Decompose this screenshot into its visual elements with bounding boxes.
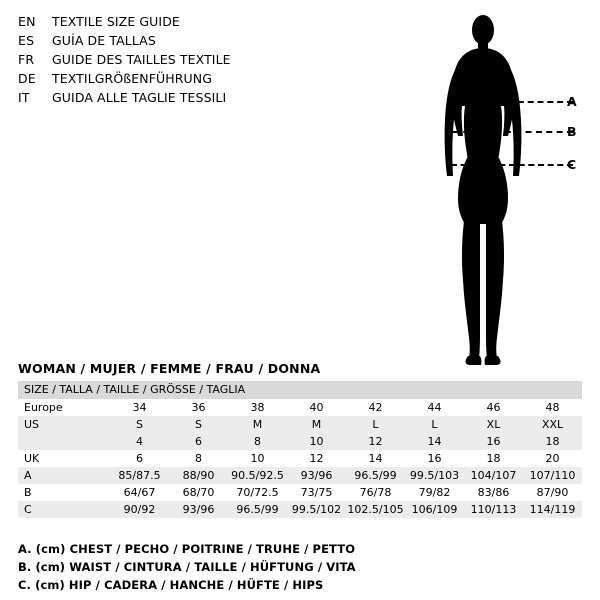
language-code: IT [18,90,30,105]
table-row [18,484,582,501]
table-cell: 104/107 [464,467,523,484]
table-cell: 40 [287,399,346,416]
table-cell: 70/72.5 [228,484,287,501]
table-cell: 20 [523,450,582,467]
table-row [18,399,582,416]
language-code: ES [18,33,35,48]
table-cell: 107/110 [523,467,582,484]
table-cell: 48 [523,399,582,416]
table-cell: 93/96 [287,467,346,484]
row-label: C [18,501,110,518]
table-cell: L [346,416,405,433]
row-label: B [18,484,110,501]
row-label: US [18,416,110,433]
table-cell: 46 [464,399,523,416]
table-cell: 16 [405,450,464,467]
table-cell: 18 [523,433,582,450]
table-cell: 12 [287,450,346,467]
table-cell: 10 [287,433,346,450]
table-cell: 16 [464,433,523,450]
measure-line-chest [449,101,573,103]
table-cell: 10 [228,450,287,467]
table-cell: 42 [346,399,405,416]
measure-line-hip [451,164,573,166]
note-hip: C. (cm) HIP / CADERA / HANCHE / HÜFTE / HIPS [18,578,324,592]
size-table-wrapper [18,381,582,518]
table-header-row [18,381,582,399]
female-silhouette-icon [425,8,590,368]
measure-line-waist [453,131,573,133]
table-cell: 73/75 [287,484,346,501]
size-table [18,381,582,518]
section-title: WOMAN / MUJER / FEMME / FRAU / DONNA [18,361,321,376]
table-cell: S [169,416,228,433]
table-cell: 6 [169,433,228,450]
table-cell: 4 [110,433,169,450]
measure-label-b: B [567,124,577,139]
table-cell: 36 [169,399,228,416]
table-cell: 99.5/102 [287,501,346,518]
table-cell: 88/90 [169,467,228,484]
language-row [18,90,318,109]
table-row [18,416,582,433]
table-cell: 6 [110,450,169,467]
table-header-label: SIZE / TALLA / TAILLE / GRÖSSE / TAGLIA [18,381,582,399]
table-cell: 14 [405,433,464,450]
row-label: A [18,467,110,484]
table-cell: 90.5/92.5 [228,467,287,484]
table-cell: 68/70 [169,484,228,501]
row-label [18,433,110,450]
language-code: EN [18,14,36,29]
table-cell: 44 [405,399,464,416]
note-waist: B. (cm) WAIST / CINTURA / TAILLE / HÜFTUNG / VITA [18,560,356,574]
table-cell: 38 [228,399,287,416]
language-row [18,14,318,33]
table-cell: 85/87.5 [110,467,169,484]
table-cell: S [110,416,169,433]
measure-label-c: C [567,157,577,172]
table-cell: XXL [523,416,582,433]
table-row [18,501,582,518]
body-measurement-figure [425,8,590,368]
language-title-list [18,14,318,109]
language-title: TEXTILE SIZE GUIDE [52,14,180,29]
table-cell: 106/109 [405,501,464,518]
language-title: GUIDE DES TAILLES TEXTILE [52,52,231,67]
table-cell: 18 [464,450,523,467]
language-title: GUÍA DE TALLAS [52,33,156,48]
table-cell: 83/86 [464,484,523,501]
table-cell: L [405,416,464,433]
table-cell: 96.5/99 [228,501,287,518]
table-cell: 14 [346,450,405,467]
measure-label-a: A [567,94,577,109]
table-cell: 96.5/99 [346,467,405,484]
language-row [18,71,318,90]
table-cell: 87/90 [523,484,582,501]
table-cell: 64/67 [110,484,169,501]
language-row [18,52,318,71]
language-code: FR [18,52,35,67]
table-cell: 8 [228,433,287,450]
table-cell: 99.5/103 [405,467,464,484]
row-label: Europe [18,399,110,416]
table-cell: 114/119 [523,501,582,518]
table-row [18,433,582,450]
table-cell: 102.5/105 [347,503,404,516]
table-row [18,467,582,484]
language-title: GUIDA ALLE TAGLIE TESSILI [52,90,227,105]
table-row [18,450,582,467]
measurement-notes [18,540,578,594]
language-row [18,33,318,52]
table-cell: 79/82 [405,484,464,501]
note-chest: A. (cm) CHEST / PECHO / POITRINE / TRUHE / PETTO [18,542,356,556]
language-code: DE [18,71,36,86]
table-cell: 34 [110,399,169,416]
table-cell: 93/96 [169,501,228,518]
table-cell: M [287,416,346,433]
table-cell: M [228,416,287,433]
table-cell: 90/92 [110,501,169,518]
table-cell: 12 [346,433,405,450]
table-cell: 76/78 [346,484,405,501]
table-cell: 110/113 [464,501,523,518]
table-cell: XL [464,416,523,433]
language-title: TEXTILGRÖßENFÜHRUNG [52,71,213,86]
table-cell: 8 [169,450,228,467]
row-label: UK [18,450,110,467]
